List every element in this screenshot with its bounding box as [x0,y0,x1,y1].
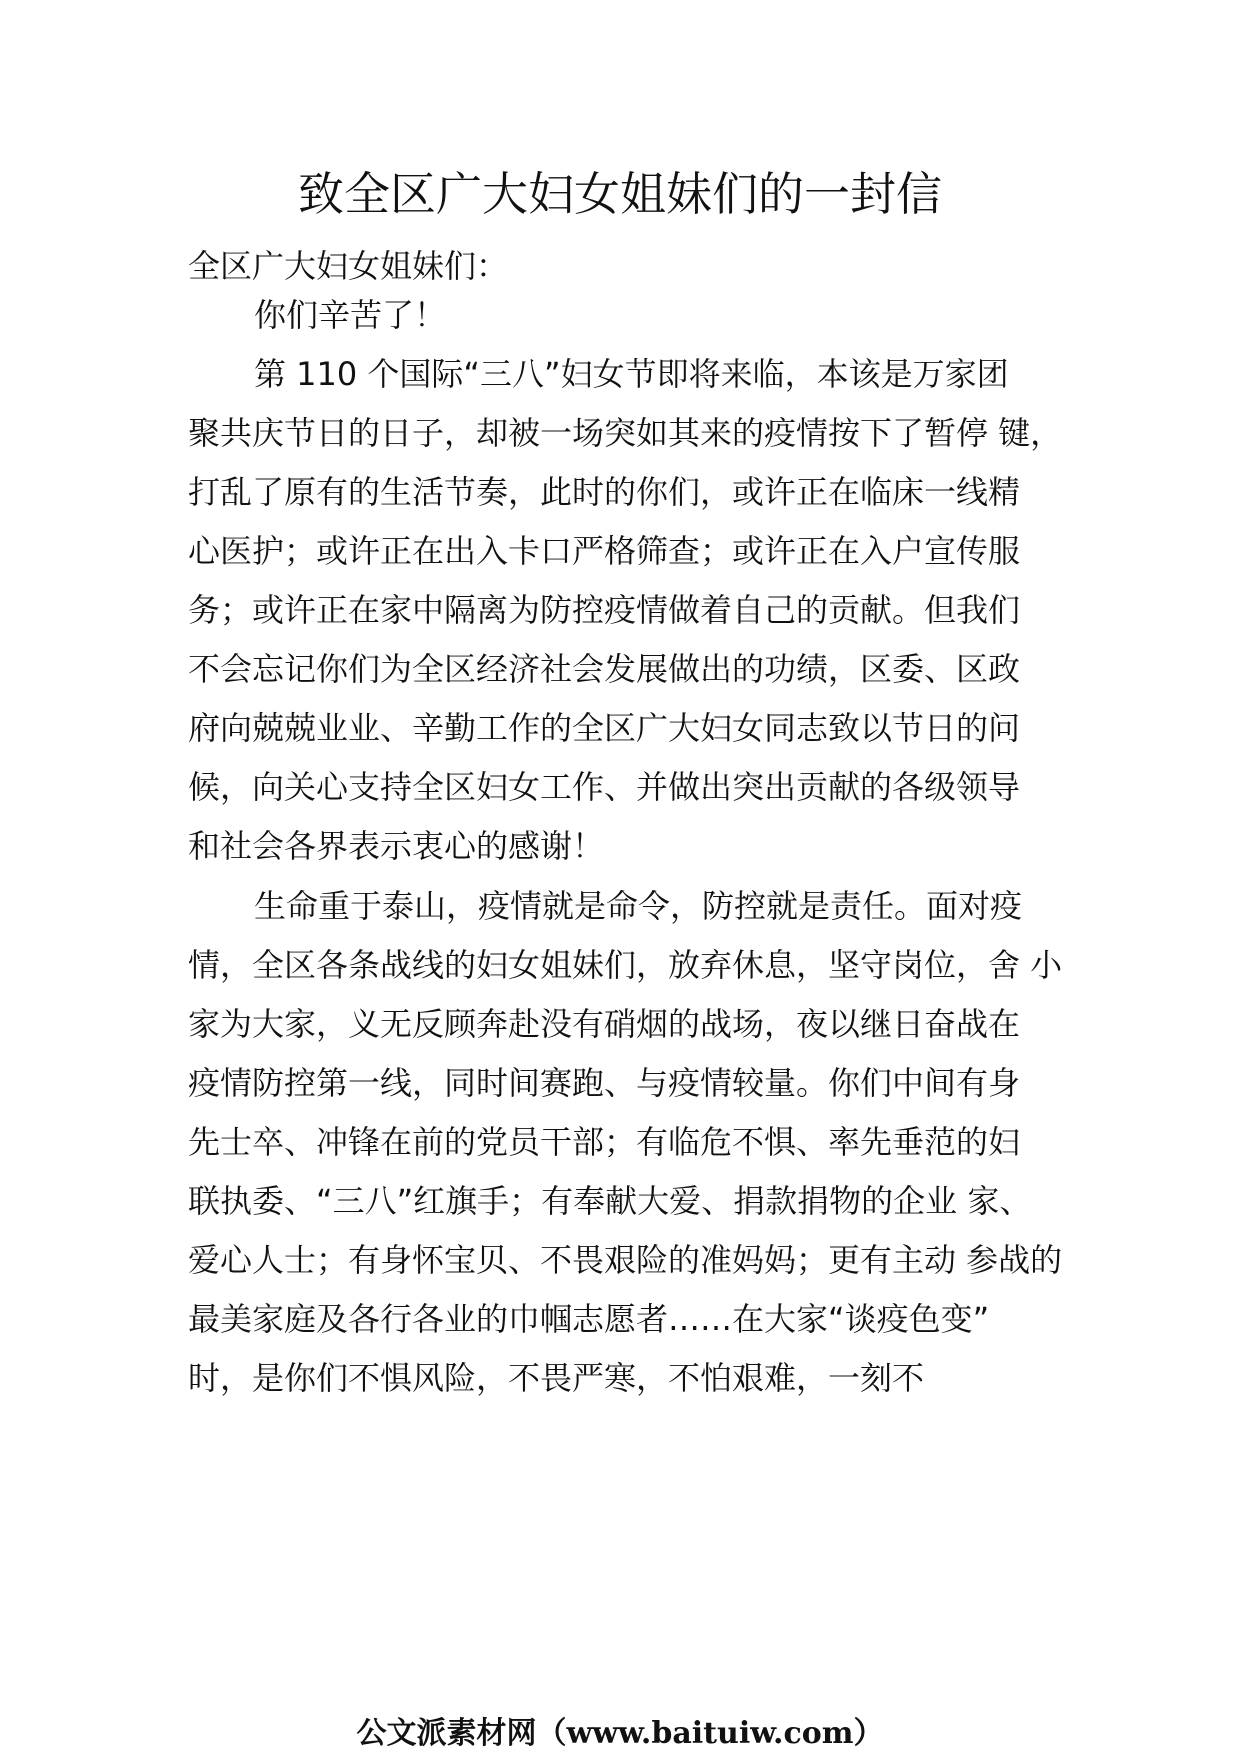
body-line: 情，全区各条战线的妇女姐妹们，放弃休息，坚守岗位，舍 小 [188,946,1063,984]
body-line: 心医护；或许正在出入卡口严格筛查；或许正在入户宣传服 [188,532,1021,570]
footer-watermark: 公文派素材网（www.baituiw.com） [356,1716,884,1751]
body-line: 和社会各界表示衷心的感谢！ [188,827,605,865]
body-line: 不会忘记你们为全区经济社会发展做出的功绩，区委、区政 [188,650,1021,688]
body-line: 你们辛苦了！ [254,296,447,334]
body-line: 府向兢兢业业、辛勤工作的全区广大妇女同志致以节日的问 [188,709,1021,747]
body-line: 打乱了原有的生活节奏，此时的你们，或许正在临床一线精 [188,473,1021,511]
body-line: 生命重于泰山，疫情就是命令，防控就是责任。面对疫 [254,887,1023,925]
body-line: 聚共庆节日的日子，却被一场突如其来的疫情按下了暂停 键， [188,414,1063,452]
body-line: 候，向关心支持全区妇女工作、并做出突出贡献的各级领导 [188,768,1021,806]
body-line: 第 110 个国际“三八”妇女节即将来临，本该是万家团 [254,355,1009,393]
body-line: 时，是你们不惧风险，不畏严寒，不怕艰难，一刻不 [188,1359,925,1397]
body-line: 先士卒、冲锋在前的党员干部；有临危不惧、率先垂范的妇 [188,1123,1021,1161]
body-line: 疫情防控第一线，同时间赛跑、与疫情较量。你们中间有身 [188,1064,1021,1102]
salutation: 全区广大妇女姐妹们： [188,247,509,285]
body-line: 务；或许正在家中隔离为防控疫情做着自己的贡献。但我们 [188,591,1021,629]
body-line: 爱心人士；有身怀宝贝、不畏艰险的准妈妈；更有主动 参战的 [188,1241,1063,1279]
body-line: 家为大家，义无反顾奔赴没有硝烟的战场，夜以继日奋战在 [188,1005,1021,1043]
body-line: 联执委、“三八”红旗手；有奉献大爱、捐款捐物的企业 家、 [188,1182,1032,1220]
body-line: 最美家庭及各行各业的巾帼志愿者……在大家“谈疫色变” [188,1300,990,1338]
document-title: 致全区广大妇女姐妹们的一封信 [298,167,942,221]
